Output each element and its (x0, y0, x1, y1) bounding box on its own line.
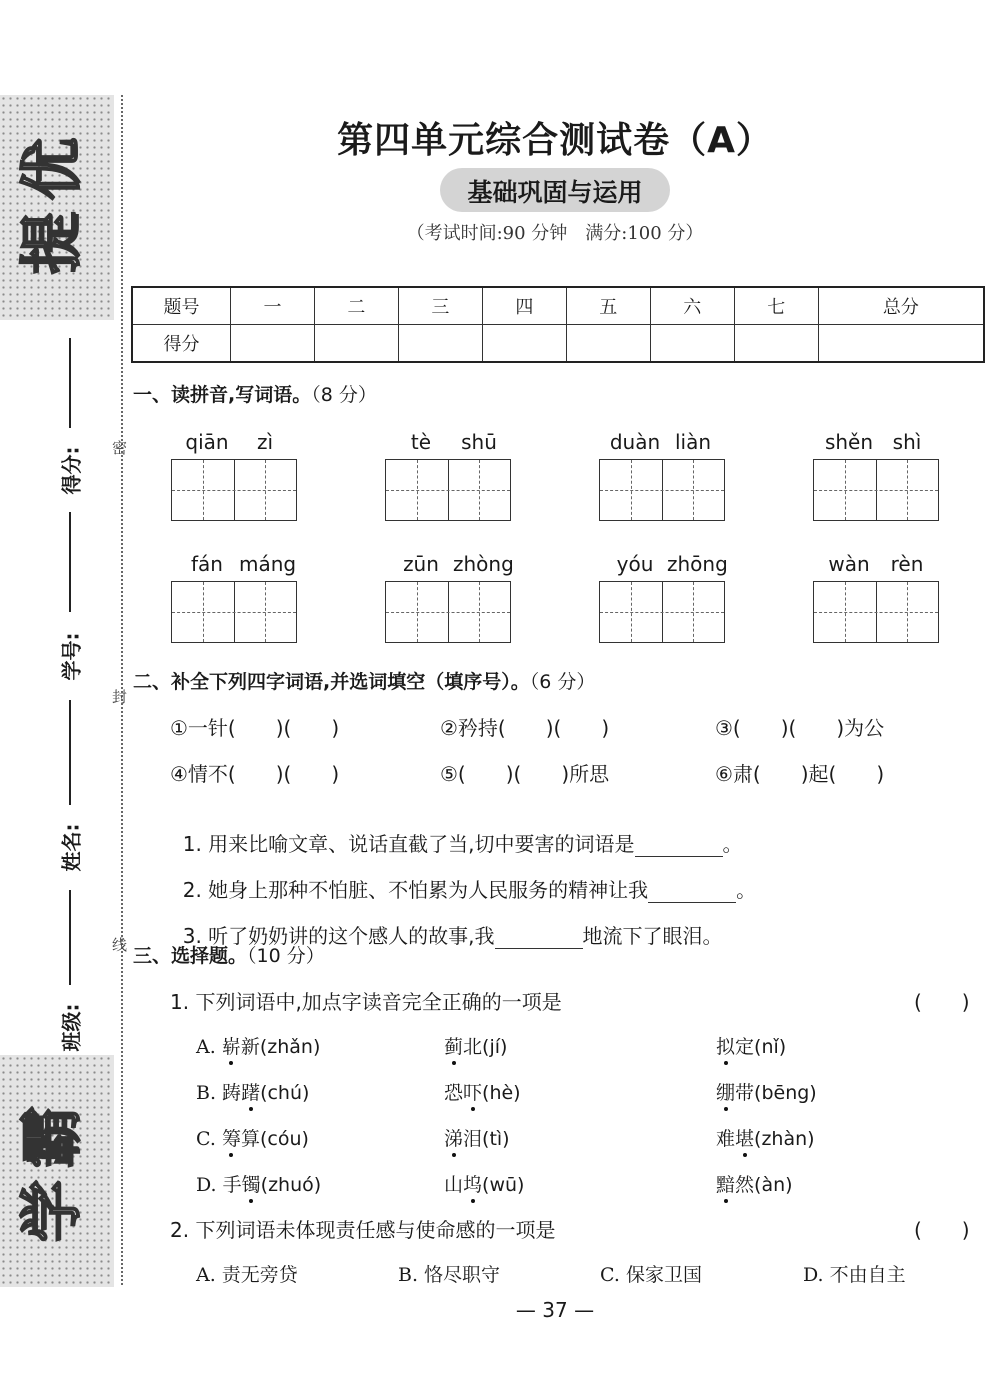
fill-question-3-text: 3. 听了奶奶讲的这个感人的故事,我 (182, 924, 495, 948)
fill-question-1-text: 1. 用来比喻文章、说话直截了当,切中要害的词语是 (182, 832, 635, 856)
q1-option-d[interactable] (196, 1170, 321, 1197)
section1-title: 一、读拼音,写词语。 (133, 384, 312, 406)
page-subtitle: 基础巩固与运用 (467, 178, 643, 207)
word-pinyin: (hè) (482, 1082, 521, 1104)
word-char: 算 (240, 1128, 260, 1150)
option-word (716, 1174, 793, 1196)
section3-heading (133, 941, 325, 968)
deco-char: 提 (15, 212, 88, 275)
table-cell: 三 (398, 287, 482, 325)
pinyin-syllable: zhōng (667, 552, 728, 576)
grid-line (845, 582, 846, 642)
q1-option-word-3 (716, 1124, 815, 1151)
q1-option-word-3 (716, 1032, 786, 1059)
word-pinyin: (zhuó) (260, 1174, 322, 1196)
grid-line (479, 582, 480, 642)
word-char: 筹 (221, 1128, 241, 1150)
answer-blank-3[interactable] (495, 926, 583, 949)
word-char: 难 (716, 1128, 736, 1150)
word-char: 踌 (222, 1082, 242, 1104)
grid-line (693, 582, 694, 642)
deco-char: 优 (15, 138, 88, 201)
idiom-5: ⑤( )( )所思 (440, 762, 610, 786)
option-word (716, 1128, 815, 1150)
grid-line (203, 582, 204, 642)
word-char: 拟 (716, 1036, 736, 1058)
option-word (222, 1128, 309, 1150)
choice-question-2: 2. 下列词语未体现责任感与使命感的一项是 (170, 1218, 556, 1242)
choice-question-1: 1. 下列词语中,加点字读音完全正确的一项是 (170, 990, 562, 1014)
q1-option-word-3 (716, 1170, 793, 1197)
score-table-score-row (132, 325, 984, 363)
word-pinyin: (nǐ) (754, 1036, 787, 1058)
table-cell: 四 (482, 287, 566, 325)
word-char: 手 (222, 1174, 242, 1196)
score-input-cell[interactable] (734, 325, 818, 363)
word-char: 崭 (221, 1036, 241, 1058)
pinyin-syllable: tè (410, 430, 432, 454)
table-cell: 五 (566, 287, 650, 325)
section3-title: 三、选择题。 (133, 945, 248, 967)
word-pinyin: (àn) (754, 1174, 793, 1196)
q1-option-word-2 (444, 1078, 521, 1105)
student-id-write-line[interactable] (69, 512, 71, 612)
pinyin-syllable: yóu (616, 552, 654, 576)
word-char: 北 (463, 1036, 483, 1058)
word-pinyin: (jí) (482, 1036, 508, 1058)
word-char: 恐 (444, 1082, 464, 1104)
grid-line (600, 490, 724, 491)
word-pinyin: (bēng) (754, 1082, 817, 1104)
word-pinyin: (zhǎn) (259, 1036, 321, 1058)
writing-grid[interactable] (171, 581, 297, 643)
option-word (222, 1036, 321, 1058)
word-pinyin: (chú) (260, 1082, 310, 1104)
idiom-2: ②矜持( )( ) (440, 716, 610, 740)
grid-line (265, 460, 266, 520)
option-label: C. (196, 1128, 222, 1150)
bottom-deco-text (0, 1100, 114, 1248)
q1-option-c[interactable] (196, 1124, 309, 1151)
q2-option-a[interactable]: A. 责无旁贷 (196, 1264, 298, 1286)
pinyin-syllable: zūn (403, 552, 439, 576)
name-label: 姓名: (59, 823, 84, 872)
answer-paren-2[interactable]: ( ) (914, 1218, 970, 1242)
grid-line (814, 612, 938, 613)
exam-info: （考试时间:90 分钟 满分:100 分） (406, 223, 704, 244)
class-label: 班级: (59, 1003, 84, 1052)
idiom-4: ④情不( )( ) (170, 762, 340, 786)
seal-char-feng: 封 (112, 688, 128, 706)
writing-grid[interactable] (813, 581, 939, 643)
pinyin-syllable: shěn (824, 430, 874, 454)
score-input-cell[interactable] (482, 325, 566, 363)
grid-line (417, 460, 418, 520)
writing-grid[interactable] (813, 459, 939, 521)
page-number: — 37 — (515, 1298, 595, 1322)
seal-char-xian: 线 (112, 936, 128, 954)
grid-line (693, 460, 694, 520)
grid-line (386, 490, 510, 491)
pinyin-syllable: wàn (828, 552, 870, 576)
grid-line (172, 612, 296, 613)
score-write-line[interactable] (69, 338, 71, 428)
writing-grid[interactable] (385, 459, 511, 521)
score-input-cell[interactable] (314, 325, 398, 363)
word-char: 躇 (241, 1082, 261, 1104)
option-word (716, 1082, 817, 1104)
q1-option-word-2 (444, 1170, 524, 1197)
table-cell: 得分 (132, 325, 231, 363)
q2-option-d[interactable]: D. 不由自主 (803, 1264, 906, 1286)
section1-points: （8 分） (311, 384, 377, 406)
pinyin-syllable: zhòng (453, 552, 514, 576)
pinyin-syllable: máng (239, 552, 297, 576)
deco-char: 霸 (15, 1106, 88, 1169)
fill-question-2-text: 2. 她身上那种不怕脏、不怕累为人民服务的精神让我 (182, 878, 649, 902)
option-word (444, 1128, 510, 1150)
section1-heading (133, 380, 377, 407)
score-table (131, 286, 985, 363)
word-char: 吓 (463, 1082, 483, 1104)
idiom-1: ①一针( )( ) (170, 716, 340, 740)
word-char: 然 (735, 1174, 755, 1196)
writing-grid[interactable] (385, 581, 511, 643)
option-word (223, 1174, 322, 1196)
fill-question-1-end: 。 (722, 832, 743, 856)
grid-line (631, 582, 632, 642)
q1-option-word-3 (716, 1078, 817, 1105)
section3-points: （10 分） (247, 945, 325, 967)
fill-question-2-end: 。 (736, 878, 757, 902)
q1-option-word-2 (444, 1032, 507, 1059)
writing-grid[interactable] (599, 459, 725, 521)
table-cell: 题号 (132, 287, 231, 325)
option-label: A. (196, 1036, 222, 1058)
option-label: D. (196, 1174, 223, 1196)
pinyin-syllable: shū (461, 430, 497, 454)
q2-option-b[interactable]: B. 恪尽职守 (398, 1264, 501, 1286)
grid-line (172, 490, 296, 491)
writing-grid[interactable] (599, 581, 725, 643)
pinyin-syllable: qiān (185, 430, 229, 454)
idiom-6: ⑥肃( )起( ) (715, 762, 885, 786)
fill-question-3-end: 地流下了眼泪。 (582, 924, 723, 948)
bottom-deco-chars (0, 1100, 114, 1248)
score-input-cell[interactable] (566, 325, 650, 363)
grid-line (417, 582, 418, 642)
option-word (444, 1082, 521, 1104)
table-cell: 总分 (818, 287, 984, 325)
score-input-cell[interactable] (650, 325, 734, 363)
table-cell: 二 (314, 287, 398, 325)
grid-line (631, 460, 632, 520)
answer-paren-1[interactable]: ( ) (914, 990, 970, 1014)
pinyin-syllable: duàn (609, 430, 661, 454)
word-char: 黯 (716, 1174, 736, 1196)
word-pinyin: (tì) (482, 1128, 510, 1150)
word-char: 堪 (735, 1128, 755, 1150)
word-char: 坞 (463, 1174, 483, 1196)
grid-line (386, 612, 510, 613)
q1-option-word-2 (444, 1124, 510, 1151)
word-char: 泪 (463, 1128, 483, 1150)
word-pinyin: (wū) (482, 1174, 525, 1196)
word-char: 定 (735, 1036, 755, 1058)
name-write-line[interactable] (69, 700, 71, 805)
pinyin-syllable: fán (191, 552, 223, 576)
grid-line (600, 612, 724, 613)
score-input-cell[interactable] (231, 325, 315, 363)
section2-title: 二、补全下列四字词语,并选词填空（填序号）。 (133, 671, 530, 693)
pinyin-syllable: liàn (674, 430, 712, 454)
word-char: 带 (735, 1082, 755, 1104)
page-title: 第四单元综合测试卷（A） (337, 120, 773, 161)
pinyin-syllable: zì (256, 430, 274, 454)
section2-points: （6 分） (529, 671, 596, 693)
word-pinyin: (cóu) (259, 1128, 309, 1150)
student-id-label: 学号: (59, 632, 84, 681)
word-char: 绷 (716, 1082, 736, 1104)
pinyin-syllable: shì (892, 430, 922, 454)
q1-option-b[interactable] (196, 1078, 309, 1105)
q1-option-a[interactable] (196, 1032, 320, 1059)
grid-line (265, 582, 266, 642)
grid-line (845, 460, 846, 520)
grid-line (203, 460, 204, 520)
section2-heading (133, 667, 595, 694)
idiom-3: ③( )( )为公 (715, 716, 885, 740)
table-cell: 六 (650, 287, 734, 325)
grid-line (479, 460, 480, 520)
score-input-cell[interactable] (818, 325, 984, 363)
grid-line (907, 582, 908, 642)
table-cell: 一 (231, 287, 315, 325)
word-char: 山 (444, 1174, 464, 1196)
option-word (716, 1036, 786, 1058)
table-cell: 七 (734, 287, 818, 325)
q2-option-c[interactable]: C. 保家卫国 (600, 1264, 702, 1286)
seal-char-mi: 密 (112, 439, 128, 457)
grid-line (907, 460, 908, 520)
word-char: 蓟 (444, 1036, 464, 1058)
word-char: 涕 (444, 1128, 464, 1150)
pinyin-syllable: rèn (890, 552, 924, 576)
option-label: B. (196, 1082, 223, 1104)
option-word (222, 1082, 309, 1104)
class-write-line[interactable] (69, 890, 71, 985)
writing-grid[interactable] (171, 459, 297, 521)
word-pinyin: (zhàn) (754, 1128, 815, 1150)
option-word (444, 1036, 507, 1058)
option-word (444, 1174, 524, 1196)
word-char: 新 (240, 1036, 260, 1058)
score-input-cell[interactable] (398, 325, 482, 363)
score-label: 得分: (59, 446, 84, 495)
word-char: 镯 (241, 1174, 261, 1196)
deco-char: 学 (15, 1180, 88, 1243)
score-table-header-row (132, 287, 984, 325)
grid-line (814, 490, 938, 491)
